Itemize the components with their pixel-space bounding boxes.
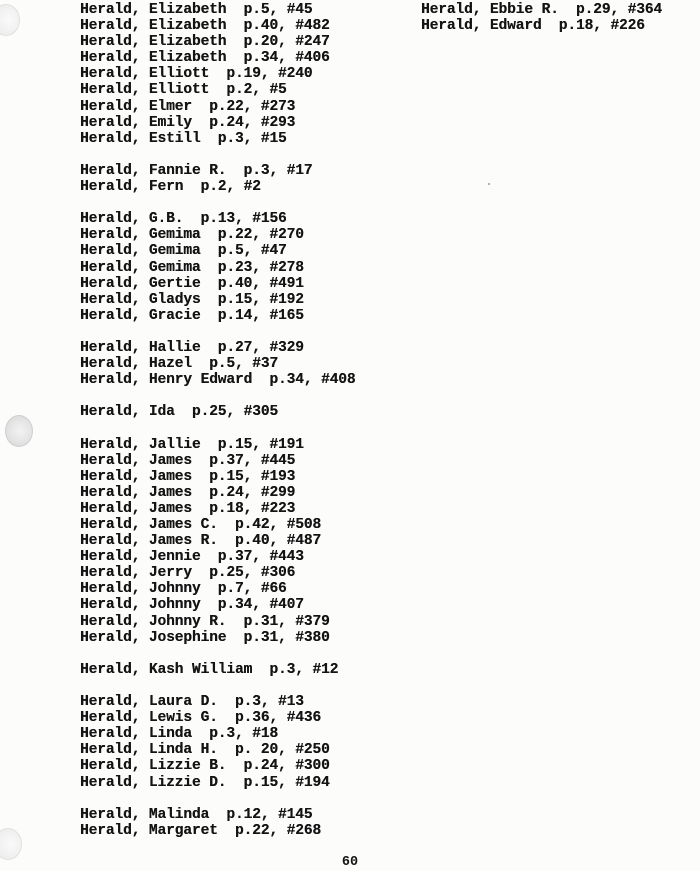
section-gap: [80, 420, 440, 436]
index-entry: Herald, Elizabeth p.5, #45: [80, 2, 313, 18]
index-entry: Herald, Linda H. p. 20, #250: [80, 742, 330, 759]
index-entry: Herald, Ebbie R. p.29, #364: [421, 2, 663, 18]
index-entry: Herald, Elmer p.22, #273: [80, 98, 296, 115]
index-entry: Herald, Laura D. p.3, #13: [80, 694, 304, 711]
index-entry: Herald, James p.24, #299: [80, 484, 296, 501]
index-entry: Herald, James C. p.42, #508: [80, 517, 322, 533]
index-entry: Herald, Hallie p.27, #329: [80, 339, 304, 356]
index-entry: Herald, Gladys p.15, #192: [80, 291, 304, 308]
index-entry: Herald, Gemima p.22, #270: [80, 227, 304, 244]
index-entry: Herald, Lizzie B. p.24, #300: [80, 758, 330, 775]
punch-hole-middle: [5, 415, 33, 447]
index-column-left: [80, 2, 440, 839]
index-entry: Herald, Gracie p.14, #165: [80, 307, 304, 324]
section-gap: [80, 646, 440, 662]
section-gap: [80, 147, 440, 163]
index-entry: Herald, Margaret p.22, #268: [80, 822, 322, 839]
index-entry: Herald, James p.37, #445: [80, 452, 296, 469]
index-entry: Herald, Fern p.2, #2: [80, 179, 261, 196]
index-entry: Herald, Gemima p.5, #47: [80, 243, 287, 260]
index-column-right: [421, 2, 700, 34]
index-entry: Herald, Emily p.24, #293: [80, 114, 296, 131]
index-entry: Herald, Jallie p.15, #191: [80, 436, 304, 453]
index-entry: Herald, Linda p.3, #18: [80, 726, 278, 743]
index-entry: Herald, Malinda p.12, #145: [80, 806, 313, 823]
index-entry: Herald, Johnny R. p.31, #379: [80, 613, 330, 630]
index-entry: Herald, Ida p.25, #305: [80, 404, 278, 421]
index-entry: Herald, Gertie p.40, #491: [80, 275, 304, 292]
index-entry: Herald, Elliott p.2, #5: [80, 82, 287, 99]
index-entry: Herald, Estill p.3, #15: [80, 130, 287, 147]
index-entry: Herald, Josephine p.31, #380: [80, 629, 330, 646]
index-entry: Herald, Gemima p.23, #278: [80, 259, 304, 276]
index-entry: Herald, Elizabeth p.40, #482: [80, 18, 330, 35]
scan-speck: [488, 183, 490, 185]
index-entry: Herald, James p.18, #223: [80, 500, 296, 517]
index-entry: Herald, Lewis G. p.36, #436: [80, 710, 322, 727]
index-entry: Herald, James R. p.40, #487: [80, 533, 322, 550]
index-entry: Herald, Henry Edward p.34, #408: [80, 372, 356, 389]
page-number: 60: [341, 855, 359, 870]
section-gap: [80, 324, 440, 340]
section-gap: [80, 791, 440, 807]
index-entry: Herald, G.B. p.13, #156: [80, 211, 287, 228]
index-entry: Herald, Jennie p.37, #443: [80, 549, 304, 566]
section-gap: [80, 678, 440, 694]
punch-hole-top: [0, 4, 20, 36]
index-entry: Herald, Fannie R. p.3, #17: [80, 162, 313, 179]
index-entry: Herald, Edward p.18, #226: [421, 18, 645, 35]
index-entry: Herald, Elliott p.19, #240: [80, 66, 313, 83]
index-entry: Herald, Johnny p.34, #407: [80, 597, 304, 614]
index-entry: Herald, Lizzie D. p.15, #194: [80, 774, 330, 791]
index-entry: Herald, Johnny p.7, #66: [80, 581, 287, 598]
index-entry: Herald, Hazel p.5, #37: [80, 356, 278, 373]
index-entry: Herald, Kash William p.3, #12: [80, 661, 339, 678]
section-gap: [80, 195, 440, 211]
section-gap: [80, 388, 440, 404]
index-entry: Herald, Elizabeth p.34, #406: [80, 50, 330, 67]
index-entry: Herald, Jerry p.25, #306: [80, 565, 296, 582]
index-entry: Herald, Elizabeth p.20, #247: [80, 34, 330, 51]
index-entry: Herald, James p.15, #193: [80, 468, 296, 485]
